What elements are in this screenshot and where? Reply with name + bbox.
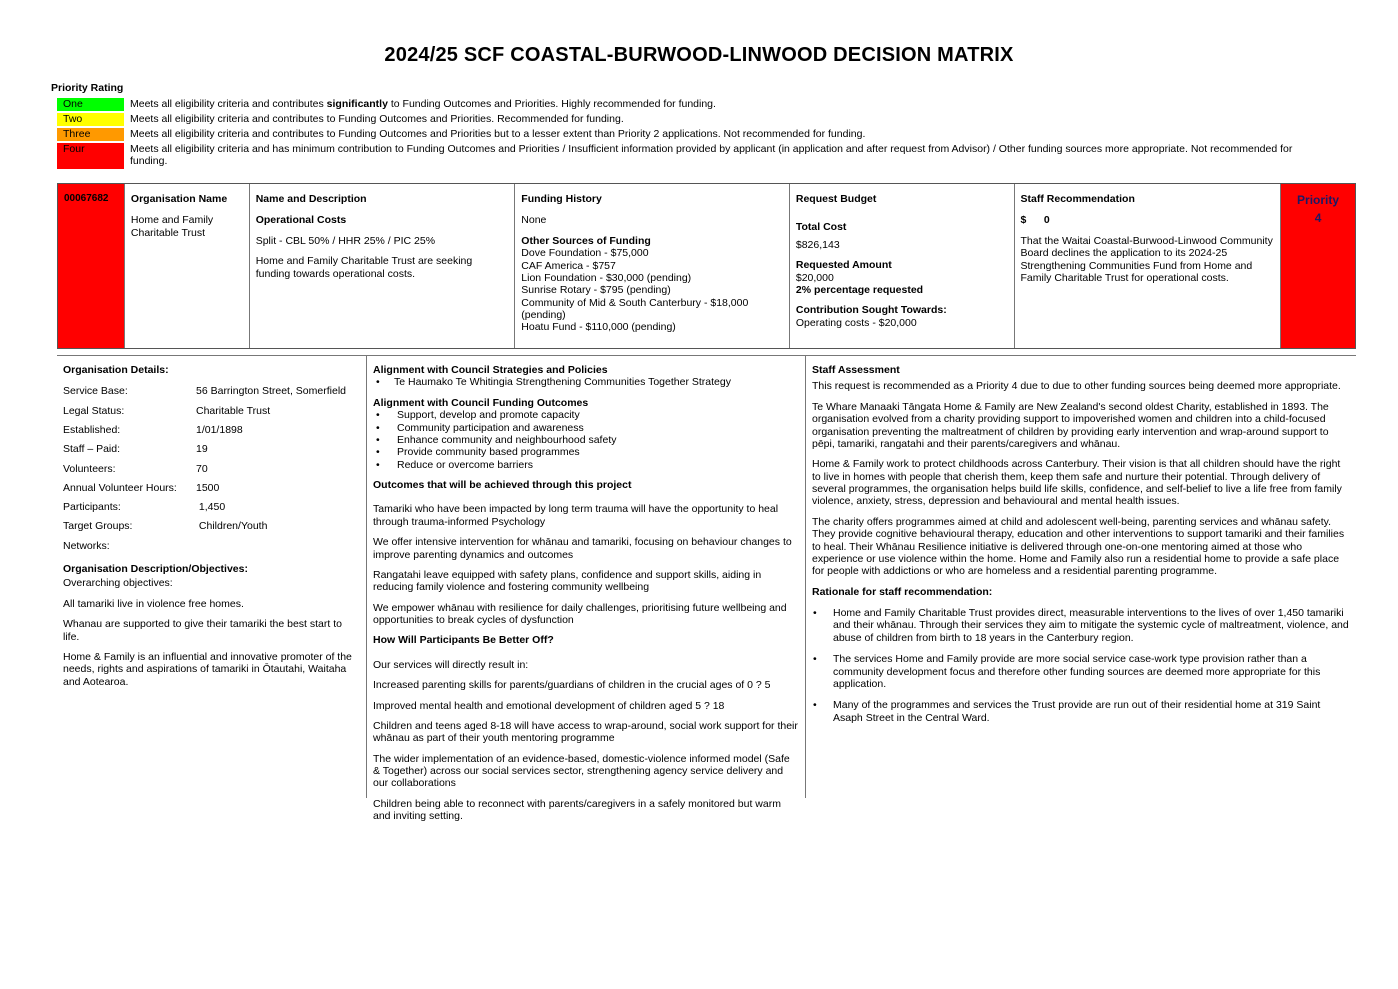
total-cost-value: $826,143 (795, 238, 840, 251)
priority-description: Meets all eligibility criteria and contributes significantly to Funding Outcomes and Priorities. Highly recommended for funding. (130, 98, 716, 110)
priority-description: Meets all eligibility criteria and contributes to Funding Outcomes and Priorities. Recommended for funding. (130, 113, 624, 125)
detail-key: Established: (63, 423, 121, 436)
strategies-list (373, 376, 799, 388)
priority-legend-three (57, 128, 866, 141)
organisation-cell (125, 184, 250, 348)
priority-rating-heading: Priority Rating (51, 82, 124, 94)
funding-outcomes-heading: Alignment with Council Funding Outcomes (373, 396, 589, 409)
other-source-item: Lion Foundation - $30,000 (pending) (521, 271, 692, 284)
request-budget-cell (790, 184, 1015, 348)
detail-key: Staff – Paid: (63, 443, 121, 456)
assessment-paragraph: This request is recommended as a Priority 4 due to due to other funding sources being deemed more appropriate. (812, 380, 1341, 393)
page-title: 2024/25 SCF COASTAL-BURWOOD-LINWOOD DECISION MATRIX (384, 44, 1014, 66)
priority-legend-four (57, 143, 1293, 169)
staff-recommendation-header: Staff Recommendation (1020, 193, 1135, 205)
project-description: Home and Family Charitable Trust are seeking funding towards operational costs. (255, 255, 473, 280)
objective-item: All tamariki live in violence free homes. (63, 597, 244, 610)
priority-legend-two (57, 113, 624, 126)
decision-matrix-row (57, 183, 1356, 349)
organisation-name: Home and Family Charitable Trust (130, 214, 214, 239)
project-outcome-item: We empower whānau with resilience for daily challenges, prioritising future wellbeing and opportunities to break cycles of dysfunction (373, 601, 787, 626)
total-cost-label: Total Cost (795, 221, 847, 234)
other-source-item: Sunrise Rotary - $795 (pending) (521, 284, 671, 297)
other-source-item: Community of Mid & South Canterbury - $18,000 (pending) (521, 296, 749, 321)
detail-row (63, 463, 360, 482)
staff-assessment-heading: Staff Assessment (812, 364, 900, 376)
funding-history-header: Funding History (521, 193, 602, 205)
rationale-item: • Home and Family Charitable Trust provides direct, measurable interventions to the lives of over 1,450 tamariki and their whānau. Through their services they aim to mitigate the systemic cycle of maltreatment, violence, and abuse of children from birth to 18 years in the Canterbury region. (812, 607, 1350, 644)
rationale-item: • The services Home and Family provide are more social service case-work type provision rather than a community development focus and therefore other funding sources are deemed more appropriate for this application. (812, 653, 1350, 690)
detail-row (63, 540, 360, 559)
priority-legend-one (57, 98, 716, 111)
objective-item: Home & Family is an influential and innovative promoter of the needs, rights and aspirations of tamariki in Ōtautahi, Waitaha and Aotearoa. (63, 650, 352, 688)
priority-swatch: Three (57, 128, 124, 141)
assessment-paragraph: Home & Family work to protect childhoods across Canterbury. Their vision is that all children should have the right to live in homes with people that cherish them, keep them safe and nurture their potential. Through delivery of several programmes, the organisation helps build life skills, confidence, and self-belief to live a life free from family violence, anxiety, stress, depression and behavioural and mental health issues. (812, 458, 1342, 508)
better-off-intro: Our services will directly result in: (373, 658, 529, 671)
detail-row (63, 424, 360, 443)
funding-outcome-item: • Reduce or overcome barriers (373, 459, 799, 471)
staff-recommended-amount: $ 0 (1020, 214, 1050, 227)
priority-swatch: Two (57, 113, 124, 126)
priority-swatch: Four (57, 143, 124, 169)
staff-recommendation-text: That the Waitai Coastal-Burwood-Linwood Community Board declines the application to its 2024-25 Strengthening Communities Fund from Home and Family Charitable Trust for operational costs. (1020, 234, 1273, 284)
rationale-heading: Rationale for staff recommendation: (812, 585, 993, 598)
better-off-item: Children and teens aged 8-18 will have access to wrap-around, social work support for their whānau as part of their youth mentoring programme (373, 719, 798, 745)
priority-cell (1281, 184, 1355, 348)
better-off-item: Children being able to reconnect with parents/caregivers in a safely monitored but warm and inviting setting. (373, 797, 781, 823)
staff-recommendation-cell (1015, 184, 1282, 348)
organisation-header: Organisation Name (130, 193, 228, 205)
detail-key: Networks: (63, 539, 110, 552)
priority-swatch: One (57, 98, 124, 111)
organisation-details-heading: Organisation Details: (63, 364, 169, 376)
detail-key: Target Groups: (63, 520, 133, 533)
other-source-item: Dove Foundation - $75,000 (521, 247, 649, 260)
detail-key: Volunteers: (63, 462, 116, 475)
name-description-cell (250, 184, 516, 348)
rationale-list (812, 607, 1350, 724)
detail-value: 56 Barrington Street, Somerfield (196, 385, 346, 398)
detail-row (63, 405, 360, 424)
project-outcome-item: Rangatahi leave equipped with safety plans, confidence and support skills, aiding in reducing family violence and fostering community wellbeing (373, 568, 762, 594)
objectives-intro: Overarching objectives: (63, 577, 173, 590)
detail-value: 70 (196, 462, 208, 475)
funding-history-value: None (521, 214, 547, 227)
project-outcome-item: We offer intensive intervention for whānau and tamariki, focusing on behaviour changes to improve parenting dynamics and outcomes (373, 536, 792, 561)
staff-assessment-column (806, 356, 1356, 732)
objective-item: Whanau are supported to give their tamariki the best start to life. (63, 618, 342, 643)
rationale-item: • Many of the programmes and services the Trust provide are run out of their residential home at 319 Saint Asaph Street in the Central Ward. (812, 699, 1350, 724)
detail-row (63, 501, 360, 520)
organisation-details-column (57, 356, 366, 696)
percent-requested: 2% percentage requested (795, 283, 924, 296)
funding-split: Split - CBL 50% / HHR 25% / PIC 25% (255, 234, 436, 247)
priority-description: Meets all eligibility criteria and has minimum contribution to Funding Outcomes and Priorities / Insufficient information provided by applicant (in application and after request from Advisor) / Other funding sources more appropriate. Not recommended for funding. (130, 143, 1293, 167)
request-budget-header: Request Budget (795, 193, 877, 205)
project-title: Operational Costs (255, 214, 347, 227)
detail-value: 1/01/1898 (196, 423, 243, 436)
better-off-item: Improved mental health and emotional development of children aged 5 ? 18 (373, 699, 725, 712)
funding-outcome-item: • Provide community based programmes (373, 446, 799, 458)
assessment-paragraph: Te Whare Manaaki Tāngata Home & Family are New Zealand's second oldest Charity, established in 1893. The organisation evolved from a charity providing support to impoverished women and children into a child-focused organisation preventing the maltreatment of children by providing early intervention and wrap-around support to pēpi, tamariki, rangatahi and their parents/caregivers and whānau. (812, 400, 1329, 450)
assessment-paragraph: The charity offers programmes aimed at child and adolescent well-being, parenting services and whānau safety. They provide cognitive behavioural therapy, education and other interventions to support tamariki and their families to heal. Their Whānau Resilience initiative is delivered through one-on-one mentoring aimed at those who experience or use violence within the home. Home and Family also run a residential home to provide a safe place for people with addictions or who are homeless and a residential parenting programme. (812, 515, 1345, 578)
detail-value: Charitable Trust (196, 404, 271, 417)
requested-amount-label: Requested Amount (795, 259, 892, 272)
better-off-heading: How Will Participants Be Better Off? (373, 634, 554, 647)
detail-value: 1500 (196, 481, 220, 494)
detail-row (63, 482, 360, 501)
better-off-item: Increased parenting skills for parents/guardians of children in the crucial ages of 0 ? 5 (373, 679, 771, 692)
priority-label: Priority (1297, 193, 1340, 207)
strategies-heading: Alignment with Council Strategies and Policies (373, 364, 608, 376)
detail-value: Children/Youth (196, 520, 268, 533)
project-outcome-item: Tamariki who have been impacted by long term trauma will have the opportunity to heal through trauma-informed Psychology (373, 503, 779, 528)
detail-key: Annual Volunteer Hours: (63, 481, 177, 494)
contribution-sought-label: Contribution Sought Towards: (795, 304, 947, 317)
requested-amount-value: $20,000 (795, 271, 834, 284)
detail-key: Legal Status: (63, 404, 125, 417)
funding-outcome-item: • Enhance community and neighbourhood safety (373, 434, 799, 446)
funding-outcome-item: • Support, develop and promote capacity (373, 409, 799, 421)
project-outcomes-heading: Outcomes that will be achieved through this project (373, 479, 632, 491)
detail-key: Participants: (63, 501, 121, 514)
other-sources-header: Other Sources of Funding (521, 234, 651, 247)
other-source-item: Hoatu Fund - $110,000 (pending) (521, 321, 676, 334)
other-source-item: CAF America - $757 (521, 259, 616, 272)
funding-history-cell (515, 184, 790, 348)
detail-key: Service Base: (63, 385, 128, 398)
application-id: 00067682 (58, 184, 125, 348)
priority-value: 4 (1314, 211, 1322, 226)
detail-value: 19 (196, 443, 208, 456)
detail-value: 1,450 (196, 501, 226, 514)
funding-outcome-item: • Community participation and awareness (373, 422, 799, 434)
detail-row (63, 520, 360, 539)
alignment-column (366, 356, 806, 823)
funding-outcomes-list (373, 409, 799, 471)
name-description-header: Name and Description (255, 193, 367, 205)
strategy-item: • Te Haumako Te Whitingia Strengthening Communities Together Strategy (373, 376, 799, 388)
detail-row (63, 385, 360, 404)
priority-description: Meets all eligibility criteria and contributes to Funding Outcomes and Priorities but to a lesser extent than Priority 2 applications. Not recommended for funding. (130, 128, 866, 140)
better-off-item: The wider implementation of an evidence-based, domestic-violence informed model (Safe & Together) across our social services sector, strengthening agency service delivery and our collaborations (373, 752, 790, 790)
detail-row (63, 443, 360, 462)
contribution-sought-value: Operating costs - $20,000 (795, 316, 917, 329)
details-section (57, 356, 1356, 823)
organisation-description-heading: Organisation Description/Objectives: (63, 563, 248, 576)
